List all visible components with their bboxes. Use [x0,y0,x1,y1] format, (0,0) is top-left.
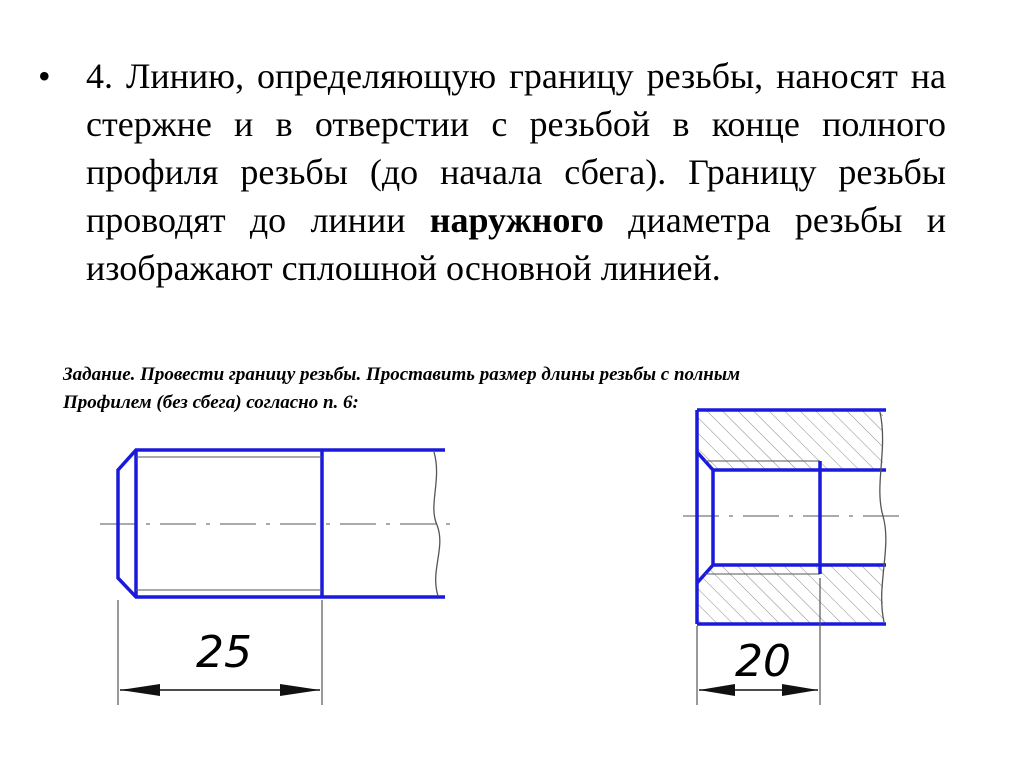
bullet-marker: • [38,56,51,96]
rod-dimension-value: 25 [196,627,252,678]
rod-arrow-left [120,684,160,696]
hole-drawing [683,410,900,705]
hole-dimension-value: 20 [735,636,791,687]
task-line-1: Задание. Провести границу резьбы. Проставить размер длины резьбы с полным [63,364,741,385]
bullet-number: 4. [86,56,113,96]
rod-arrow-right [280,684,320,696]
rod-drawing [100,450,455,705]
bullet-text-bold: наружного [429,200,604,240]
hole-arrow-left [699,684,735,696]
hole-chamfer [697,452,713,583]
bullet-text-after: диаметра резьбы и изображают сплошной основной линией. [86,200,947,288]
bullet-text-before: Линию, определяющую границу резьбы, наносят на стержне и в отверстии с резьбой в конце полного профиля резьбы (до начала сбега). Границу резьбы проводят до линии [86,56,946,240]
task-line-2: Профилем (без сбега) согласно п. 6: [63,392,359,413]
